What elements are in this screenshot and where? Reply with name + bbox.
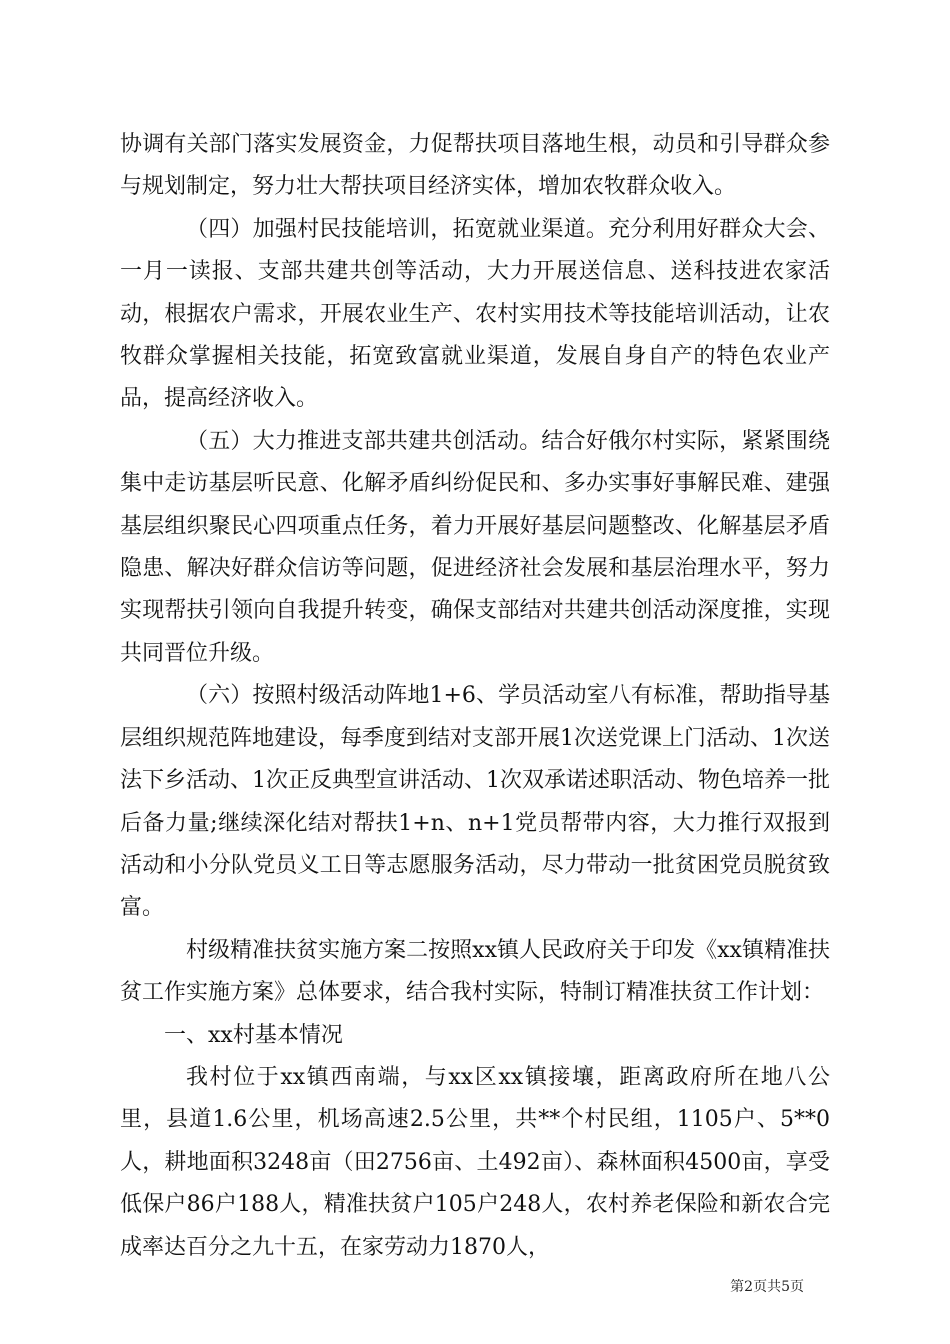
paragraph-plan-two-intro: 村级精准扶贫实施方案二按照xx镇人民政府关于印发《xx镇精准扶贫工作实施方案》总体要求，结合我村实际，特制订精准扶贫工作计划： <box>120 937 830 1006</box>
paragraph-section-six: （六）按照村级活动阵地1+6、学员活动室八有标准，帮助指导基层组织规范阵地建设，每季度到结对支部开展1次送党课上门活动、1次送法下乡活动、1次正反典型宣讲活动、1次双承诺述职活动、物色培养一批后备力量;继续深化结对帮扶1+n、n+1党员帮带内容，大力推行双报到活动和小分队党员义工日等志愿服务活动，尽力带动一批贫困党员脱贫致富。 <box>120 683 830 921</box>
page-number-footer: 第2页共5页 <box>730 1279 804 1295</box>
paragraph-continuation: 协调有关部门落实发展资金，力促帮扶项目落地生根，动员和引导群众参与规划制定，努力壮大帮扶项目经济实体，增加农牧群众收入。 <box>120 132 830 200</box>
heading-village-basic-info: 一、xx村基本情况 <box>164 1022 343 1048</box>
paragraph-section-five: （五）大力推进支部共建共创活动。结合好俄尔村实际，紧紧围绕集中走访基层听民意、化解矛盾纠纷促民和、多办实事好事解民难、建强基层组织聚民心四项重点任务，着力开展好基层问题整改、化解基层矛盾隐患、解决好群众信访等问题，促进经济社会发展和基层治理水平，努力实现帮扶引领向自我提升转变，确保支部结对共建共创活动深度推，实现共同晋位升级。 <box>120 428 830 666</box>
paragraph-village-description: 我村位于xx镇西南端，与xx区xx镇接壤，距离政府所在地八公里，县道1.6公里，机场高速2.5公里，共**个村民组，1105户、5**0人，耕地面积3248亩（田2756亩、土492亩）、森林面积4500亩，享受低保户86户188人，精准扶贫户105户248人，农村养老保险和新农合完成率达百分之九十五，在家劳动力1870人， <box>120 1064 830 1260</box>
document-body <box>120 124 830 1269</box>
paragraph-section-four: （四）加强村民技能培训，拓宽就业渠道。充分利用好群众大会、一月一读报、支部共建共创等活动，大力开展送信息、送科技进农家活动，根据农户需求，开展农业生产、农村实用技术等技能培训活动，让农牧群众掌握相关技能，拓宽致富就业渠道，发展自身自产的特色农业产品，提高经济收入。 <box>120 216 830 412</box>
